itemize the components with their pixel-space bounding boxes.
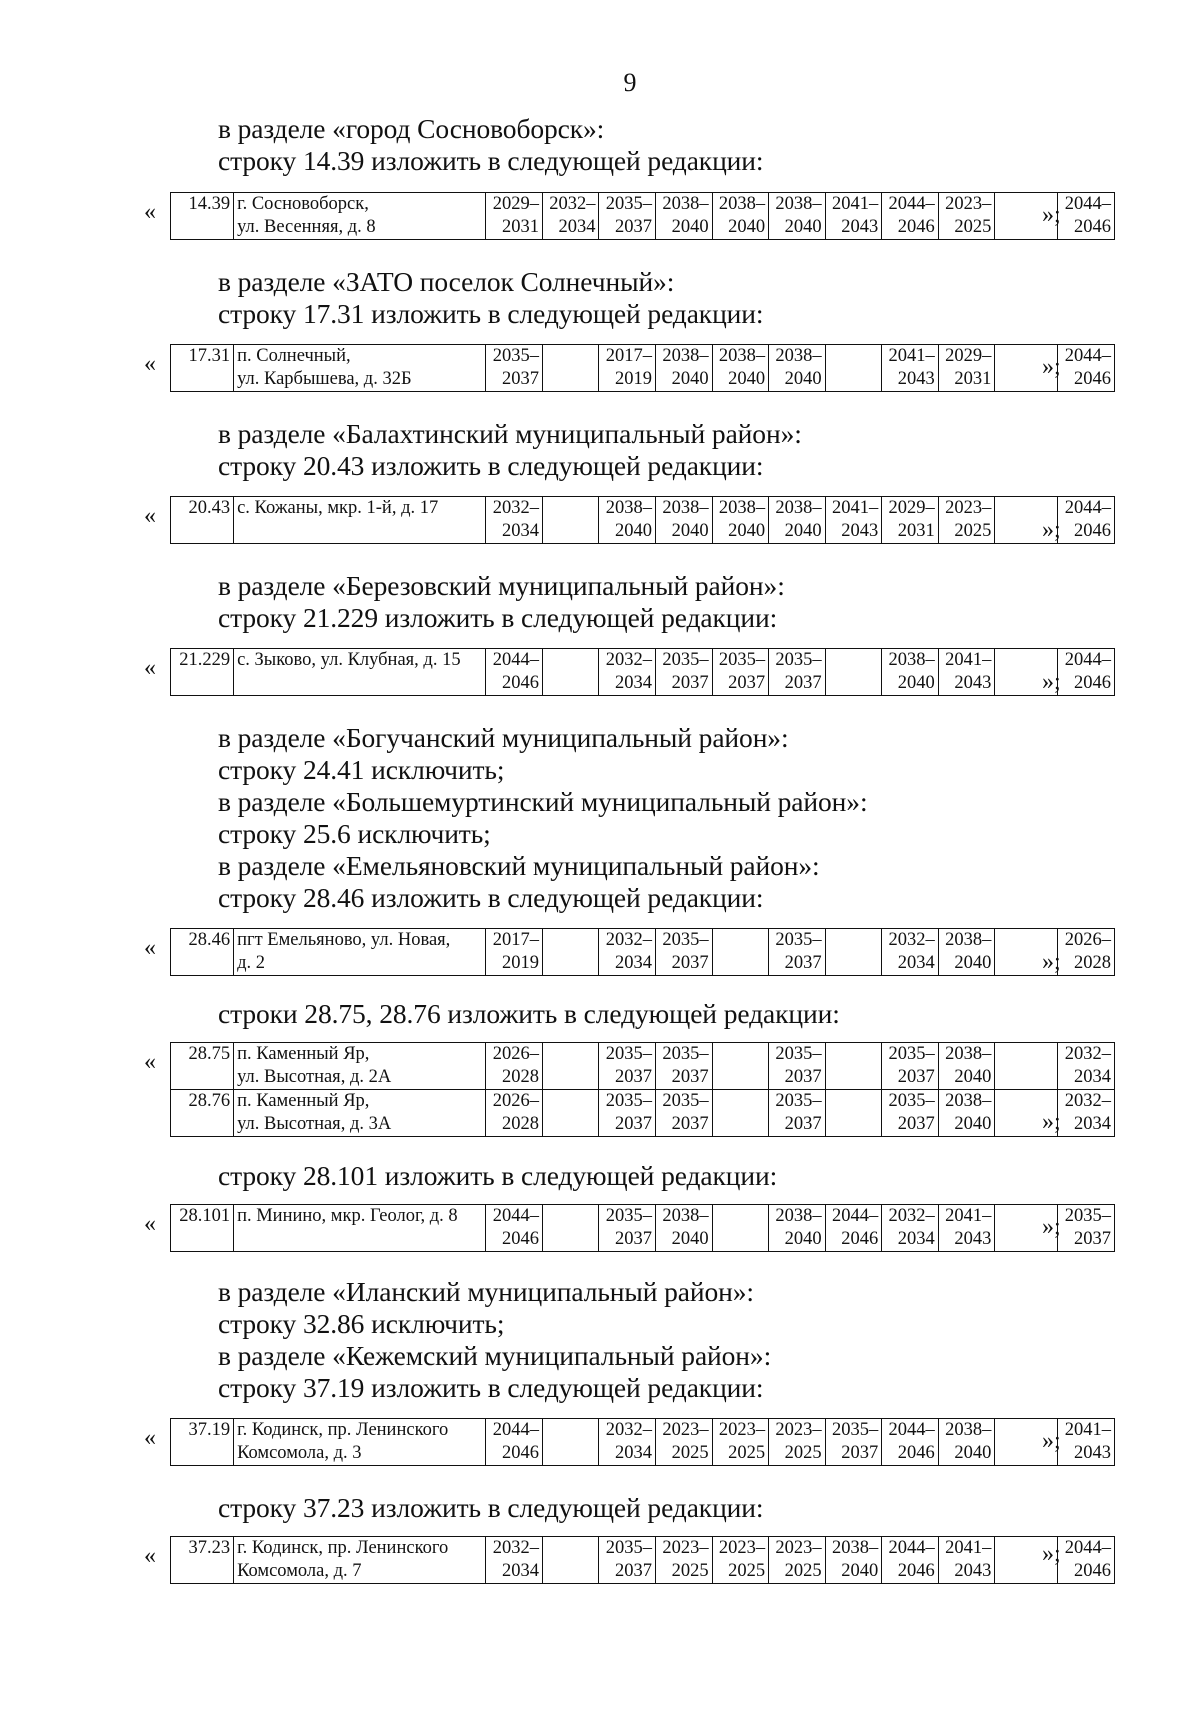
year-range-cell: 2035– 2037 xyxy=(712,649,769,696)
year-range-cell xyxy=(712,929,769,976)
open-quote: « xyxy=(144,1211,156,1237)
year-range-cell: 2044– 2046 xyxy=(882,1537,939,1584)
instruction-line: в разделе «Емельяновский муниципальный район»: xyxy=(218,850,820,881)
year-range-cell: 2023– 2025 xyxy=(769,1537,826,1584)
year-range-cell: 2038– 2040 xyxy=(656,497,713,544)
year-range-cell: 2041– 2043 xyxy=(938,1537,995,1584)
instruction-line: в разделе «Большемуртинский муниципальный район»: xyxy=(218,786,868,817)
year-range-cell: 2035– 2037 xyxy=(656,1090,713,1137)
year-range-cell: 2038– 2040 xyxy=(712,345,769,392)
year-range-cell: 2035– 2037 xyxy=(599,1205,656,1252)
instruction-line: строку 21.229 изложить в следующей редакции: xyxy=(218,602,778,633)
table-row xyxy=(171,1537,1115,1584)
address-cell: с. Кожаны, мкр. 1-й, д. 17 xyxy=(234,497,486,544)
instruction-line: строку 37.19 изложить в следующей редакции: xyxy=(218,1372,764,1403)
instruction-line: строку 37.23 изложить в следующей редакции: xyxy=(218,1492,764,1523)
instruction-line: строку 25.6 исключить; xyxy=(218,818,491,849)
year-range-cell xyxy=(825,345,882,392)
instruction-line: в разделе «Богучанский муниципальный район»: xyxy=(218,722,789,753)
year-range-cell: 2035– 2037 xyxy=(769,929,826,976)
row-number: 28.101 xyxy=(171,1205,234,1252)
row-number: 17.31 xyxy=(171,345,234,392)
year-range-cell: 2032– 2034 xyxy=(599,649,656,696)
year-range-cell: 2044– 2046 xyxy=(882,193,939,240)
year-range-cell: 2032– 2034 xyxy=(882,929,939,976)
close-quote: »; xyxy=(1042,949,1061,975)
year-range-cell xyxy=(542,1537,599,1584)
year-range-cell: 2026– 2028 xyxy=(486,1043,543,1090)
table-row xyxy=(171,1419,1115,1466)
year-range-cell xyxy=(712,1043,769,1090)
open-quote: « xyxy=(144,1425,156,1451)
year-range-cell: 2038– 2040 xyxy=(938,1043,995,1090)
open-quote: « xyxy=(144,935,156,961)
year-range-cell xyxy=(542,497,599,544)
year-range-cell: 2038– 2040 xyxy=(769,497,826,544)
open-quote: « xyxy=(144,503,156,529)
row-number: 28.75 xyxy=(171,1043,234,1090)
year-range-cell: 2032– 2034 xyxy=(599,1419,656,1466)
year-range-cell xyxy=(542,1419,599,1466)
year-range-cell: 2038– 2040 xyxy=(938,1090,995,1137)
row-number: 14.39 xyxy=(171,193,234,240)
instruction-line: в разделе «Березовский муниципальный район»: xyxy=(218,570,785,601)
year-range-cell: 2035– 2037 xyxy=(599,1537,656,1584)
year-range-cell xyxy=(712,1205,769,1252)
year-range-cell: 2029– 2031 xyxy=(486,193,543,240)
instruction-line: в разделе «Кежемский муниципальный район»: xyxy=(218,1340,772,1371)
address-cell: п. Каменный Яр, ул. Высотная, д. 3А xyxy=(234,1090,486,1137)
close-quote: »; xyxy=(1042,1109,1061,1135)
year-range-cell xyxy=(542,345,599,392)
year-range-cell: 2035– 2037 xyxy=(599,1090,656,1137)
year-range-cell: 2038– 2040 xyxy=(769,1205,826,1252)
year-range-cell xyxy=(542,1090,599,1137)
address-cell: пгт Емельяново, ул. Новая, д. 2 xyxy=(234,929,486,976)
year-range-cell xyxy=(825,1090,882,1137)
row-number: 37.19 xyxy=(171,1419,234,1466)
address-cell: п. Солнечный, ул. Карбышева, д. 32Б xyxy=(234,345,486,392)
year-range-cell xyxy=(712,1090,769,1137)
year-range-cell: 2035– 2037 xyxy=(656,929,713,976)
instruction-line: строки 28.75, 28.76 изложить в следующей редакции: xyxy=(218,998,840,1029)
year-range-cell xyxy=(542,1043,599,1090)
open-quote: « xyxy=(144,351,156,377)
year-range-cell: 2038– 2040 xyxy=(599,497,656,544)
year-range-cell: 2044– 2046 xyxy=(825,1205,882,1252)
close-quote: »; xyxy=(1042,1428,1061,1454)
year-range-cell: 2035– 2037 xyxy=(769,1090,826,1137)
year-range-cell: 2029– 2031 xyxy=(882,497,939,544)
table-row xyxy=(171,345,1115,392)
year-range-cell: 2038– 2040 xyxy=(656,345,713,392)
year-range-cell: 2029– 2031 xyxy=(938,345,995,392)
row-number: 20.43 xyxy=(171,497,234,544)
address-cell: г. Кодинск, пр. Ленинского Комсомола, д. 3 xyxy=(234,1419,486,1466)
year-range-cell: 2032– 2034 xyxy=(486,1537,543,1584)
year-range-cell: 2032– 2034 xyxy=(486,497,543,544)
year-range-cell: 2038– 2040 xyxy=(938,929,995,976)
year-range-cell: 2035– 2037 xyxy=(882,1043,939,1090)
year-range-cell: 2023– 2025 xyxy=(712,1419,769,1466)
instruction-line: строку 24.41 исключить; xyxy=(218,754,505,785)
year-range-cell: 2023– 2025 xyxy=(938,497,995,544)
instruction-line: строку 14.39 изложить в следующей редакции: xyxy=(218,145,764,176)
close-quote: »; xyxy=(1042,202,1061,228)
year-range-cell: 2038– 2040 xyxy=(882,649,939,696)
year-range-cell: 2044– 2046 xyxy=(486,1205,543,1252)
instruction-line: строку 17.31 изложить в следующей редакции: xyxy=(218,298,764,329)
year-range-cell: 2032– 2034 xyxy=(1058,1043,1115,1090)
instruction-line: строку 20.43 изложить в следующей редакции: xyxy=(218,450,764,481)
row-number: 37.23 xyxy=(171,1537,234,1584)
close-quote: »; xyxy=(1042,669,1061,695)
table-row xyxy=(171,649,1115,696)
year-range-cell xyxy=(995,1043,1058,1090)
year-range-cell: 2023– 2025 xyxy=(656,1537,713,1584)
year-range-cell: 2038– 2040 xyxy=(769,193,826,240)
year-range-cell: 2041– 2043 xyxy=(882,345,939,392)
year-range-cell xyxy=(542,649,599,696)
year-range-cell: 2038– 2040 xyxy=(712,193,769,240)
open-quote: « xyxy=(144,655,156,681)
year-range-cell: 2017– 2019 xyxy=(599,345,656,392)
year-range-cell: 2044– 2046 xyxy=(1058,193,1115,240)
year-range-cell: 2023– 2025 xyxy=(938,193,995,240)
close-quote: »; xyxy=(1042,517,1061,543)
year-range-cell xyxy=(825,649,882,696)
row-number: 28.46 xyxy=(171,929,234,976)
address-cell: п. Каменный Яр, ул. Высотная, д. 2А xyxy=(234,1043,486,1090)
address-cell: п. Минино, мкр. Геолог, д. 8 xyxy=(234,1205,486,1252)
instruction-line: в разделе «город Сосновоборск»: xyxy=(218,113,605,144)
year-range-cell: 2041– 2043 xyxy=(938,1205,995,1252)
year-range-cell: 2038– 2040 xyxy=(656,193,713,240)
year-range-cell: 2035– 2037 xyxy=(656,649,713,696)
year-range-cell xyxy=(825,929,882,976)
address-cell: г. Сосновоборск, ул. Весенняя, д. 8 xyxy=(234,193,486,240)
instruction-line: в разделе «ЗАТО поселок Солнечный»: xyxy=(218,266,675,297)
year-range-cell: 2032– 2034 xyxy=(882,1205,939,1252)
table-row xyxy=(171,193,1115,240)
year-range-cell: 2044– 2046 xyxy=(486,649,543,696)
year-range-cell: 2026– 2028 xyxy=(486,1090,543,1137)
close-quote: »; xyxy=(1042,1541,1061,1567)
year-range-cell: 2038– 2040 xyxy=(656,1205,713,1252)
year-range-cell: 2041– 2043 xyxy=(938,649,995,696)
year-range-cell: 2038– 2040 xyxy=(825,1537,882,1584)
row-number: 28.76 xyxy=(171,1090,234,1137)
year-range-cell: 2044– 2046 xyxy=(882,1419,939,1466)
year-range-cell: 2017– 2019 xyxy=(486,929,543,976)
year-range-cell: 2038– 2040 xyxy=(769,345,826,392)
year-range-cell: 2038– 2040 xyxy=(938,1419,995,1466)
open-quote: « xyxy=(144,1049,156,1075)
year-range-cell xyxy=(542,929,599,976)
year-range-cell xyxy=(542,1205,599,1252)
year-range-cell: 2035– 2037 xyxy=(656,1043,713,1090)
table-row xyxy=(171,1090,1115,1137)
year-range-cell: 2035– 2037 xyxy=(599,1043,656,1090)
year-range-cell: 2035– 2037 xyxy=(599,193,656,240)
year-range-cell: 2041– 2043 xyxy=(1058,1419,1115,1466)
year-range-cell: 2038– 2040 xyxy=(712,497,769,544)
year-range-cell: 2035– 2037 xyxy=(1058,1205,1115,1252)
table-row xyxy=(171,497,1115,544)
year-range-cell: 2044– 2046 xyxy=(486,1419,543,1466)
address-cell: с. Зыково, ул. Клубная, д. 15 xyxy=(234,649,486,696)
year-range-cell: 2044– 2046 xyxy=(1058,649,1115,696)
year-range-cell: 2035– 2037 xyxy=(769,1043,826,1090)
year-range-cell: 2044– 2046 xyxy=(1058,1537,1115,1584)
year-range-cell: 2032– 2034 xyxy=(599,929,656,976)
table-row xyxy=(171,1205,1115,1252)
year-range-cell: 2023– 2025 xyxy=(656,1419,713,1466)
table-row xyxy=(171,929,1115,976)
open-quote: « xyxy=(144,1543,156,1569)
year-range-cell: 2041– 2043 xyxy=(825,497,882,544)
year-range-cell: 2035– 2037 xyxy=(882,1090,939,1137)
instruction-line: строку 32.86 исключить; xyxy=(218,1308,505,1339)
year-range-cell xyxy=(825,1043,882,1090)
year-range-cell: 2044– 2046 xyxy=(1058,497,1115,544)
page-number: 9 xyxy=(623,68,637,97)
table-row xyxy=(171,1043,1115,1090)
year-range-cell: 2023– 2025 xyxy=(769,1419,826,1466)
instruction-line: строку 28.46 изложить в следующей редакции: xyxy=(218,882,764,913)
year-range-cell: 2032– 2034 xyxy=(1058,1090,1115,1137)
open-quote: « xyxy=(144,199,156,225)
year-range-cell: 2041– 2043 xyxy=(825,193,882,240)
year-range-cell: 2035– 2037 xyxy=(825,1419,882,1466)
instruction-line: строку 28.101 изложить в следующей редакции: xyxy=(218,1160,778,1191)
year-range-cell: 2026– 2028 xyxy=(1058,929,1115,976)
year-range-cell: 2035– 2037 xyxy=(769,649,826,696)
year-range-cell: 2032– 2034 xyxy=(542,193,599,240)
close-quote: »; xyxy=(1042,354,1061,380)
instruction-line: в разделе «Балахтинский муниципальный район»: xyxy=(218,418,802,449)
close-quote: »; xyxy=(1042,1214,1061,1240)
address-cell: г. Кодинск, пр. Ленинского Комсомола, д. 7 xyxy=(234,1537,486,1584)
year-range-cell: 2035– 2037 xyxy=(486,345,543,392)
row-number: 21.229 xyxy=(171,649,234,696)
year-range-cell: 2023– 2025 xyxy=(712,1537,769,1584)
instruction-line: в разделе «Иланский муниципальный район»: xyxy=(218,1276,754,1307)
year-range-cell: 2044– 2046 xyxy=(1058,345,1115,392)
